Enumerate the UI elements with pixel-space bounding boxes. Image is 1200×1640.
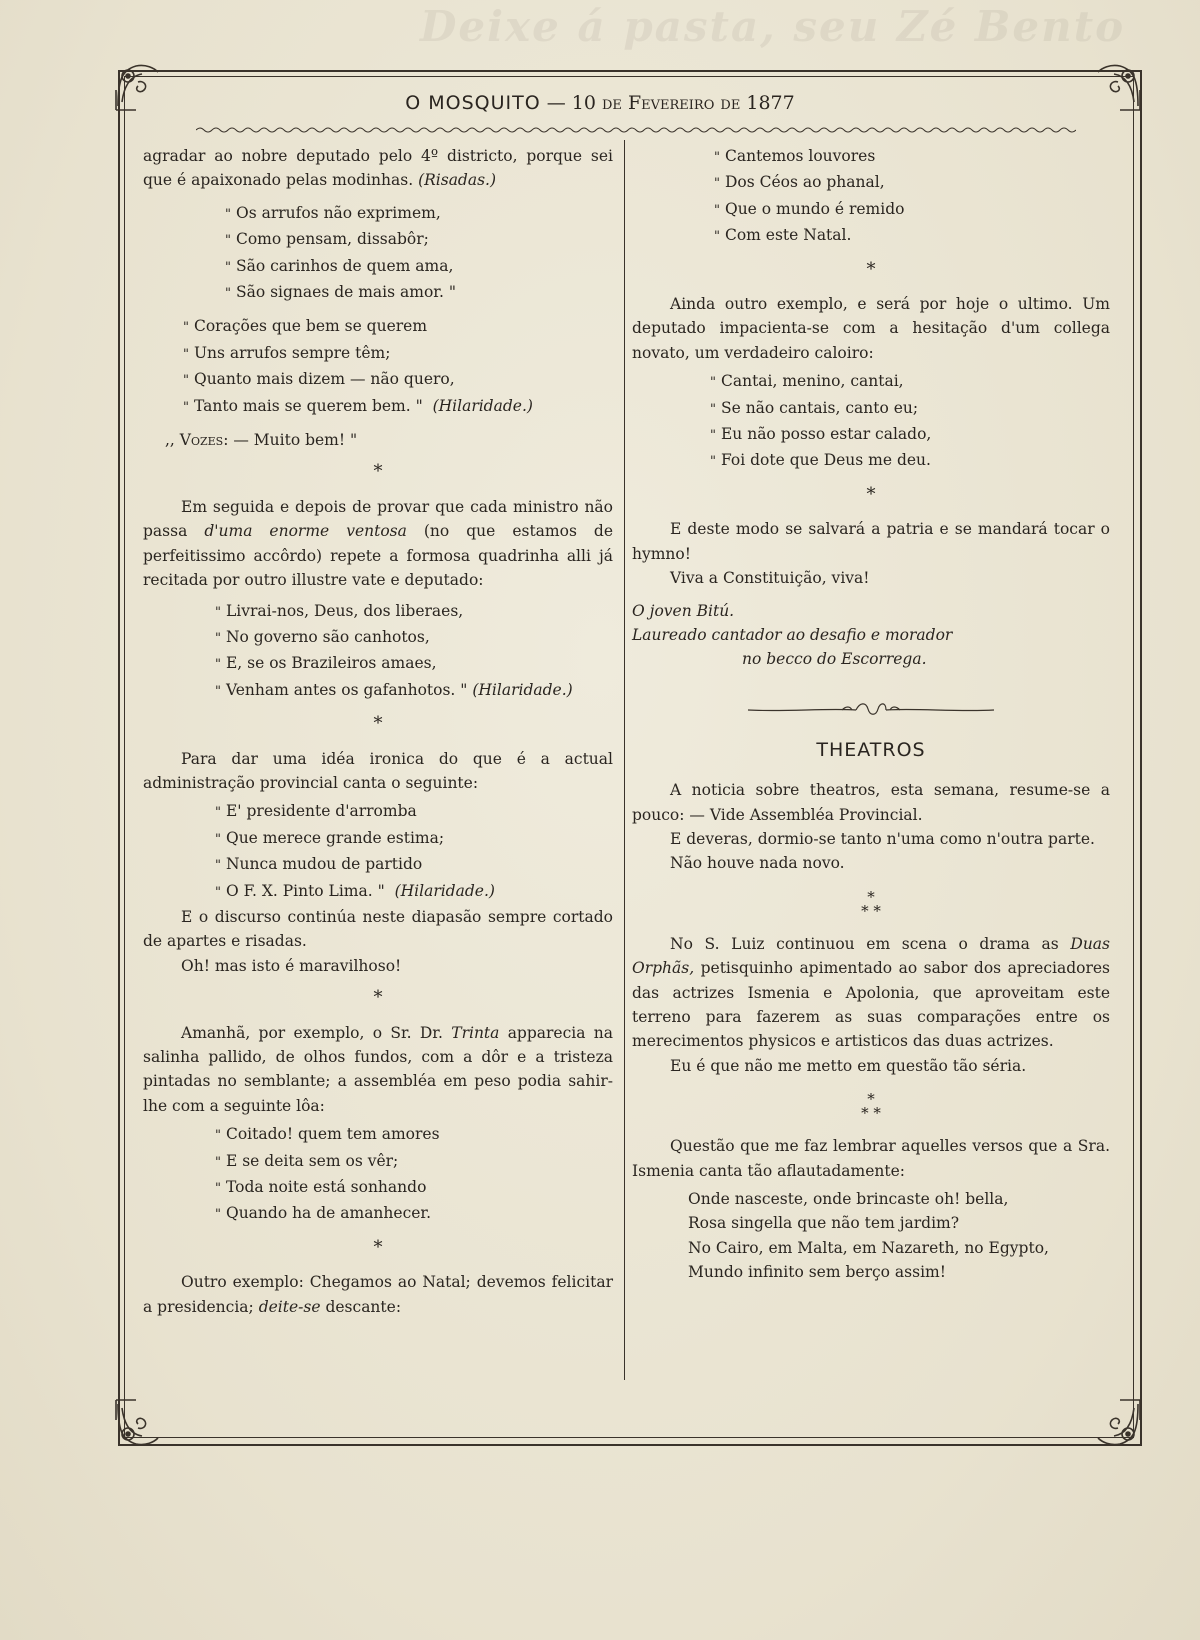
verse-line: " Uns arrufos sempre têm; [183, 343, 391, 362]
verse-line: Onde nasceste, onde brincaste oh! bella, [688, 1190, 1009, 1208]
paragraph: Em seguida e depois de provar que cada ministro não passa d'uma enorme ventosa (no que estamos de perfeitissimo accôrdo) repete a formosa quadrinha alli já recitada por outro illustre vate e deputado: [143, 497, 613, 590]
verse-line: " E, se os Brazileiros amaes, [215, 654, 437, 673]
signature-title: Laureado cantador ao desafio e morador [632, 625, 953, 644]
verse-line: No Cairo, em Malta, em Nazareth, no Egypto, [688, 1238, 1049, 1257]
right-column [632, 144, 1110, 1285]
verse-line: " São signaes de mais amor. " [225, 283, 456, 302]
paragraph: E deveras, dormio-se tanto n'uma como n'outra parte. [670, 829, 1095, 848]
verse-line: " Dos Céos ao phanal, [714, 173, 885, 192]
paragraph: Eu é que não me metto em questão tão séria. [670, 1056, 1027, 1075]
verse-line: " São carinhos de quem ama, [225, 256, 454, 275]
verse [143, 599, 613, 705]
verse-line: " No governo são canhotos, [215, 627, 430, 646]
paragraph: Não houve nada novo. [670, 854, 845, 873]
wavy-rule [196, 124, 1076, 136]
section-star: * [373, 461, 383, 483]
verse-line: " Como pensam, dissabôr; [225, 230, 429, 249]
section-star: * [373, 987, 383, 1009]
verse-line: " Toda noite está sonhando [215, 1178, 427, 1197]
verse [632, 144, 1110, 250]
asterism: * * * [861, 1090, 881, 1123]
verse-line: " Tanto mais se querem bem. " (Hilaridade.) [183, 396, 533, 415]
verse-line: " Nunca mudou de partido [215, 855, 423, 874]
column-divider [624, 140, 625, 1380]
corner-ornament-icon [112, 60, 164, 112]
asterism: * * * [861, 887, 881, 920]
corner-ornament-icon [1092, 60, 1144, 112]
left-column [143, 144, 613, 1319]
paragraph: agradar ao nobre deputado pelo 4º districto, porque sei que é apaixonado pelas modinhas. (Risadas.) [143, 147, 613, 190]
signature-title: no becco do Escorrega. [742, 650, 927, 669]
bleed-through-text: Deixe á pasta, seu Zé Bento [420, 2, 1126, 51]
paragraph: Oh! mas isto é maravilhoso! [181, 956, 402, 975]
verse-line: " Eu não posso estar calado, [710, 425, 932, 444]
paragraph: E deste modo se salvará a patria e se mandará tocar o hymno! [632, 520, 1110, 563]
paragraph: No S. Luiz continuou em scena o drama as Duas Orphãs, petisquinho apimentado ao sabor dos apreciadores das actrizes Ismenia e Apolonia, que aproveitam este terreno para fazerem as suas comparações entre os merecimentos physicos e artisticos das duas actrizes. [632, 934, 1110, 1051]
verse-line: " Coitado! quem tem amores [215, 1125, 440, 1144]
paragraph: A noticia sobre theatros, esta semana, resume-se a pouco: — Vide Assembléa Provincial. [632, 781, 1110, 824]
verse-line: " Que o mundo é remido [714, 199, 905, 218]
verse-line: " O F. X. Pinto Lima. " (Hilaridade.) [215, 881, 495, 900]
divider-ornament-icon [632, 700, 1110, 718]
masthead-title: O MOSQUITO [405, 92, 541, 114]
verse [143, 314, 613, 420]
verse-line: Rosa singella que não tem jardim? [688, 1214, 960, 1233]
corner-ornament-icon [112, 1398, 164, 1450]
verse [143, 201, 613, 307]
page-header [200, 92, 1000, 114]
issue-date: — 10 de Fevereiro de 1877 [546, 92, 795, 114]
verse [143, 1122, 613, 1228]
verse [632, 369, 1110, 475]
verse-line: " Quanto mais dizem — não quero, [183, 370, 455, 389]
verse-line: " Os arrufos não exprimem, [225, 203, 441, 222]
verse-line: " Foi dote que Deus me deu. [710, 451, 931, 470]
paragraph: Amanhã, por exemplo, o Sr. Dr. Trinta apparecia na salinha pallido, de olhos fundos, com a dôr e a tristeza pintadas no semblante; a assembléa em peso podia sahir-lhe com a seguinte lôa: [143, 1023, 613, 1115]
paragraph: Para dar uma idéa ironica do que é a actual administração provincial canta o seguinte: [143, 749, 613, 792]
verse-line: " Quando ha de amanhecer. [215, 1204, 432, 1223]
verse-line: " Cantai, menino, cantai, [710, 372, 904, 391]
verse-line: " E se deita sem os vêr; [215, 1151, 399, 1170]
paragraph: E o discurso continúa neste diapasão sempre cortado de apartes e risadas. [143, 907, 613, 951]
signature-name: O joven Bitú. [632, 601, 735, 620]
section-star: * [866, 258, 876, 280]
section-star: * [373, 713, 383, 735]
verse-line: " E' presidente d'arromba [215, 802, 417, 821]
paragraph: ,, Vozes: — Muito bem! " [165, 431, 358, 450]
verse-line: " Que merece grande estima; [215, 828, 445, 847]
verse-line: Mundo infinito sem berço assim! [688, 1263, 946, 1282]
paragraph: Viva a Constituição, viva! [670, 569, 870, 588]
paragraph: Outro exemplo: Chegamos ao Natal; devemos felicitar a presidencia; deite-se descante: [143, 1273, 613, 1316]
verse-line: " Cantemos louvores [714, 147, 876, 165]
section-star: * [373, 1236, 383, 1258]
verse-line: " Venham antes os gafanhotos. " (Hilaridade.) [215, 680, 573, 699]
verse-line: " Livrai-nos, Deus, dos liberaes, [215, 601, 464, 620]
verse [143, 799, 613, 905]
verse-line: " Com este Natal. [714, 226, 852, 245]
paragraph: Ainda outro exemplo, e será por hoje o ultimo. Um deputado impacienta-se com a hesitação d'um collega novato, um verdadeiro caloiro: [632, 295, 1110, 362]
verse-line: " Corações que bem se querem [183, 317, 428, 336]
section-star: * [866, 483, 876, 505]
verse [632, 1187, 1110, 1285]
paragraph: Questão que me faz lembrar aquelles versos que a Sra. Ismenia canta tão aflautadamente: [632, 1137, 1110, 1180]
corner-ornament-icon [1092, 1398, 1144, 1450]
section-heading: THEATROS [816, 738, 926, 761]
verse-line: " Se não cantais, canto eu; [710, 398, 919, 417]
